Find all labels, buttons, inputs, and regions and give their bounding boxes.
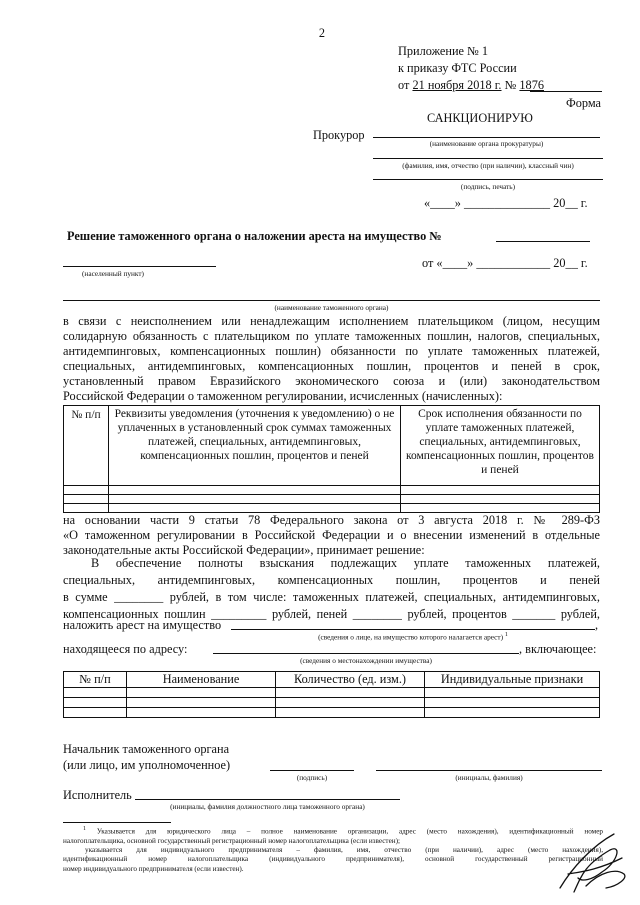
intro-line: специальных, антидемпинговых, компенсационных пошлин, процентов и пеней в срок, <box>63 359 600 373</box>
appendix-number-underline <box>530 91 602 92</box>
table-cell[interactable] <box>401 495 600 504</box>
decision-line: компенсационных пошлин _________ рублей, пеней ________ рублей, процентов _______ рублей, <box>63 607 600 621</box>
table-cell[interactable] <box>64 495 109 504</box>
table-cell[interactable] <box>127 708 276 718</box>
head-initials-line[interactable] <box>376 770 602 771</box>
notice-col-deadline: Срок исполнения обязанности по уплате таможенных платежей, специальных, антидемпинговых, компенсационных пошлин, процентов и пеней <box>401 406 600 486</box>
approval-title: САНКЦИОНИРУЮ <box>427 111 533 125</box>
address-suffix: , включающее: <box>519 642 597 656</box>
caption-location: (сведения о местонахождении имущества) <box>300 656 432 665</box>
decision-line: в сумме ________ рублей, в том числе: таможенных платежей, специальных, антидемпинговых, <box>63 590 600 604</box>
table-row <box>64 486 600 495</box>
intro-line: солидарную обязанность с плательщиком по уплате таможенных пошлин, налогов, специальных, <box>63 329 600 343</box>
caption-prosecutor-sign: (подпись, печать) <box>460 182 516 191</box>
footnote-ref: 1 <box>504 632 508 638</box>
table-cell[interactable] <box>64 698 127 708</box>
caption-arrest-person-text: (сведения о лице, на имущество которого налагается арест) <box>318 632 504 642</box>
table-row <box>64 698 600 708</box>
basis-paragraph <box>63 513 600 558</box>
property-col-name: Наименование <box>127 672 276 688</box>
table-cell[interactable] <box>109 486 401 495</box>
decision-paragraph <box>63 556 600 622</box>
table-cell[interactable] <box>109 495 401 504</box>
basis-line: законодательные акты Российской Федерации», принимает решение: <box>63 543 425 557</box>
table-cell[interactable] <box>64 504 109 513</box>
caption-prosecutor-organ: (наименование органа прокуратуры) <box>429 139 544 148</box>
footnote-line: номер индивидуального предпринимателя (если известен). <box>63 864 244 873</box>
table-row <box>64 495 600 504</box>
intro-line: установленный правом Евразийского экономического союза и (или) законодательством <box>63 374 600 388</box>
property-table-header <box>64 672 600 688</box>
table-cell[interactable] <box>425 698 600 708</box>
appendix-date: 21 ноября 2018 г. <box>412 78 502 92</box>
approval-date: «____» ______________ 20__ г. <box>424 196 588 210</box>
property-col-features: Индивидуальные признаки <box>425 672 600 688</box>
footnote-mark: 1 <box>83 826 86 832</box>
caption-arrest-person <box>231 631 595 641</box>
appendix-from: от <box>398 78 410 92</box>
table-cell[interactable] <box>64 486 109 495</box>
decision-line: В обеспечение полноты взыскания подлежащих уплате таможенных платежей, <box>91 556 600 570</box>
table-row <box>64 504 600 513</box>
property-col-qty: Количество (ед. изм.) <box>276 672 425 688</box>
page-number: 2 <box>318 26 326 40</box>
address-label: находящееся по адресу: <box>63 642 188 656</box>
table-cell[interactable] <box>401 504 600 513</box>
appendix-number: 1876 <box>519 78 544 92</box>
footnote-line: налогоплательщика, основной государственный регистрационный номер налогоплательщика (если известен); <box>63 836 401 845</box>
intro-paragraph <box>63 314 600 404</box>
appendix-line1: Приложение № 1 <box>398 44 489 58</box>
table-cell[interactable] <box>401 486 600 495</box>
notice-table-header <box>64 406 600 486</box>
table-cell[interactable] <box>276 698 425 708</box>
prosecutor-sign-line[interactable] <box>373 179 603 180</box>
caption-initials: (инициалы, фамилия) <box>455 773 523 782</box>
caption-place: (населенный пункт) <box>82 269 144 278</box>
intro-line: антидемпинговых, компенсационных пошлин) обязанности по уплате таможенных платежей, <box>63 344 600 358</box>
notice-col-requisites: Реквизиты уведомления (уточнения к уведомлению) о не уплаченных в установленный срок суммах таможенных платежей, специальных, антидемпинговых, компенсационных пошлин, процентов и пеней <box>109 406 401 486</box>
caption-sign: (подпись) <box>296 773 328 782</box>
intro-line: Российской Федерации о таможенном регулировании, исчисленных (начисленных): <box>63 389 503 403</box>
footnote-line: идентификационный номер налогоплательщика (индивидуального предпринимателя), основной государственный регистрационный <box>63 855 603 864</box>
arrest-comma: , <box>595 618 599 632</box>
notice-col-num: № п/п <box>64 406 109 486</box>
footnote-line: указывается для индивидуального предпринимателя – фамилия, имя, отчество (при наличии), адрес (место нахождения), <box>85 845 603 854</box>
table-cell[interactable] <box>276 688 425 698</box>
caption-prosecutor-fio: (фамилия, имя, отчество (при наличии), классный чин) <box>402 161 574 170</box>
table-cell[interactable] <box>109 504 401 513</box>
prosecutor-label: Прокурор <box>313 128 365 142</box>
prosecutor-fio-line[interactable] <box>373 158 603 159</box>
basis-line: на основании части 9 статьи 78 Федерального закона от 3 августа 2018 г. № 289-ФЗ <box>63 513 600 527</box>
decision-date: от «____» ____________ 20__ г. <box>422 256 588 270</box>
decision-title: Решение таможенного органа о наложении ареста на имущество № <box>67 229 442 243</box>
intro-line: в связи с неисполнением или ненадлежащим исполнением плательщиком (лицом, несущим <box>63 314 600 328</box>
table-cell[interactable] <box>127 688 276 698</box>
property-col-num: № п/п <box>64 672 127 688</box>
table-cell[interactable] <box>64 688 127 698</box>
caption-executor: (инициалы, фамилия должностного лица таможенного органа) <box>170 802 365 811</box>
arrest-person-line[interactable] <box>231 629 595 630</box>
table-row <box>64 688 600 698</box>
footnote <box>63 825 603 874</box>
head-title-line2: (или лицо, им уполномоченное) <box>63 758 231 772</box>
appendix-line3 <box>398 78 544 93</box>
appendix-line2: к приказу ФТС России <box>398 61 517 75</box>
arrest-label: наложить арест на имущество <box>63 618 222 632</box>
decision-number-line[interactable] <box>496 241 590 242</box>
table-cell[interactable] <box>425 708 600 718</box>
caption-customs-organ: (наименование таможенного органа) <box>274 303 389 312</box>
head-sign-line[interactable] <box>270 770 354 771</box>
notice-table <box>63 405 600 513</box>
appendix-number-sign: № <box>504 78 517 92</box>
handwritten-signature <box>552 828 632 900</box>
executor-line[interactable] <box>135 799 400 800</box>
table-cell[interactable] <box>64 708 127 718</box>
table-cell[interactable] <box>127 698 276 708</box>
form-label: Форма <box>566 96 601 110</box>
address-line[interactable] <box>213 653 519 654</box>
customs-organ-line[interactable] <box>63 300 600 301</box>
executor-label: Исполнитель <box>63 788 132 802</box>
table-row <box>64 708 600 718</box>
table-cell[interactable] <box>425 688 600 698</box>
decision-line: специальных, антидемпинговых, компенсационных пошлин, процентов и пеней <box>63 573 600 587</box>
footnote-line <box>63 825 603 837</box>
footnote-line1-text: Указывается для юридического лица – полное наименование организации, адрес (место нахождения), идентификационный номер <box>96 827 604 836</box>
head-title-line1: Начальник таможенного органа <box>63 742 230 756</box>
property-table <box>63 671 600 718</box>
table-cell[interactable] <box>276 708 425 718</box>
basis-line: «О таможенном регулировании в Российской Федерации и о внесении изменений в отдельные <box>63 528 600 542</box>
place-line[interactable] <box>63 266 216 267</box>
prosecutor-organ-line[interactable] <box>373 137 600 138</box>
footnote-separator <box>63 822 171 823</box>
